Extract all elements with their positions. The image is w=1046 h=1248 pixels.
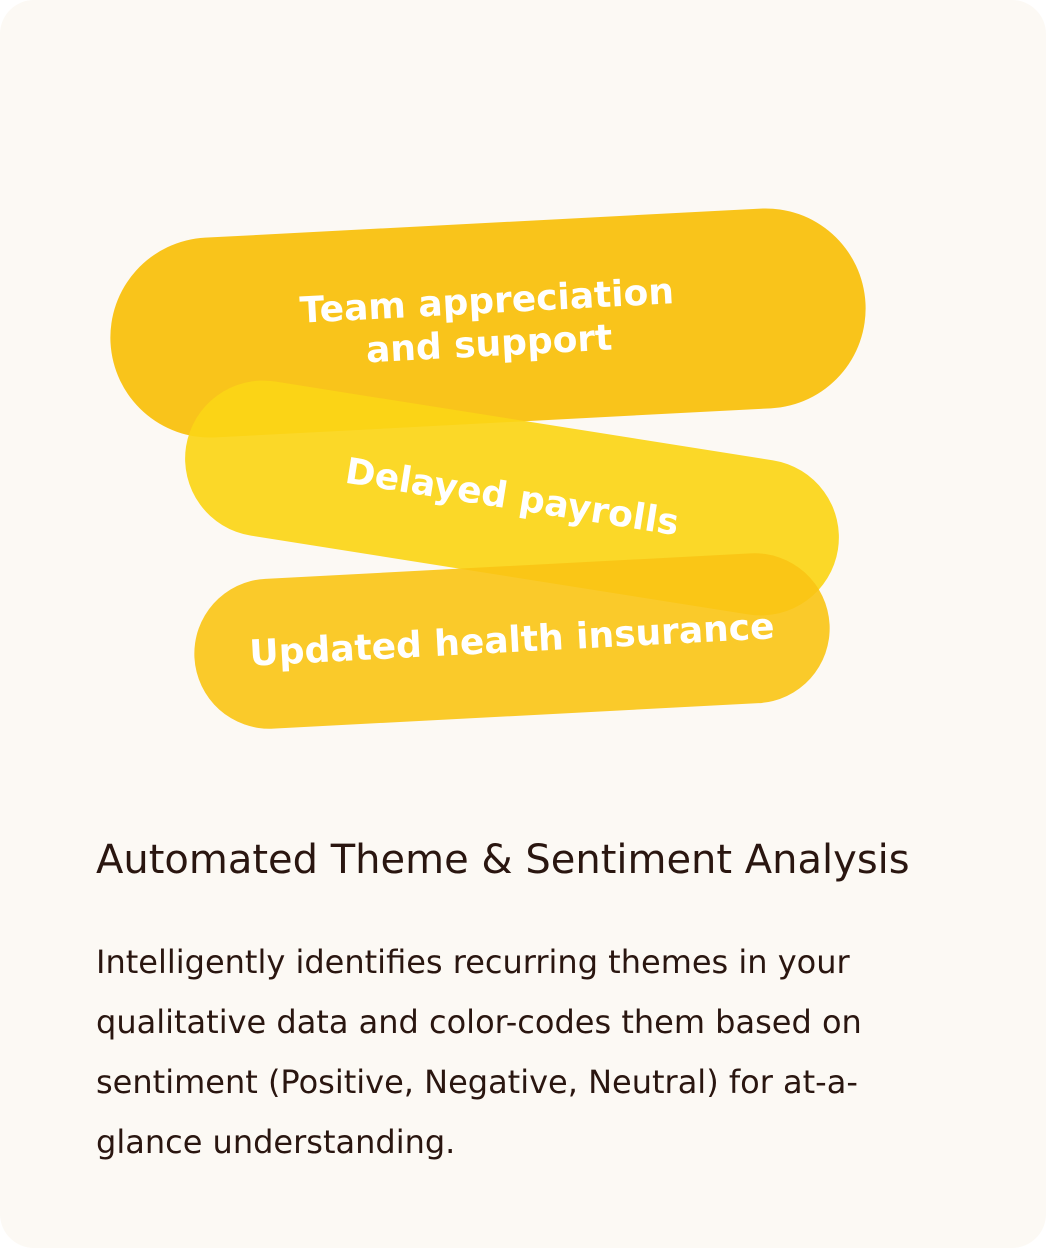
- theme-pill-health-insurance: [191, 549, 834, 732]
- theme-pill-label: Team appreciation and support: [298, 271, 675, 372]
- feature-description: Intelligently identifies recurring themes in your qualitative data and color-codes them based on sentiment (Positive, Negative, Neutral) for at-a-glance understanding.: [96, 943, 862, 1161]
- theme-pill-label: Delayed payrolls: [342, 451, 682, 545]
- theme-pill-label: Updated health insurance: [248, 606, 776, 676]
- feature-title: Automated Theme & Sentiment Analysis: [96, 837, 910, 883]
